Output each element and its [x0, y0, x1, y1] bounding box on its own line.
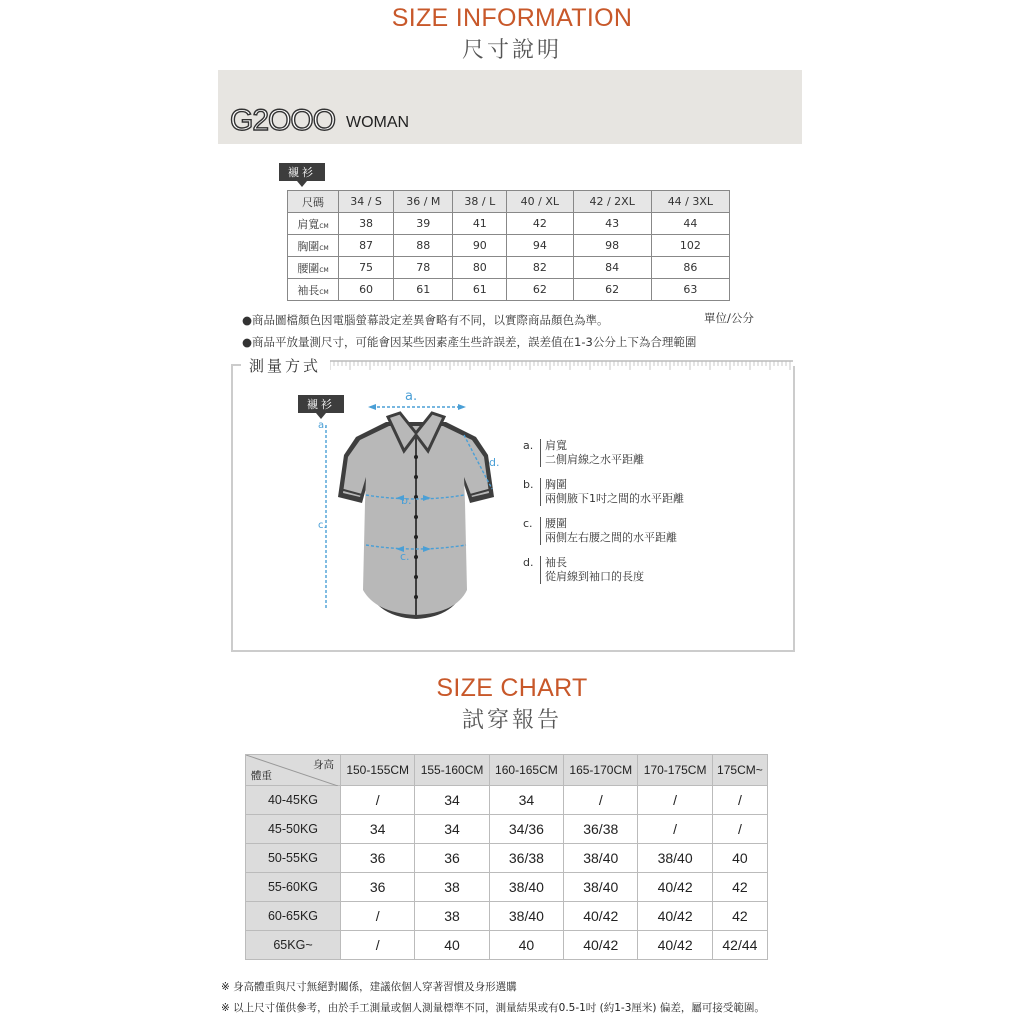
table-row: [288, 279, 730, 301]
def-desc: 兩側腋下1吋之間的水平距離: [545, 492, 684, 505]
def-desc: 二側肩線之水平距離: [545, 453, 644, 466]
table-cell: 44: [651, 213, 729, 235]
table-cell: 42/44: [712, 931, 767, 960]
row-label: [288, 213, 339, 235]
header-cell: 38 / L: [453, 191, 507, 213]
height-header: 150-155CM: [341, 755, 415, 786]
table-row: [246, 844, 768, 873]
def-name: 胸圍: [545, 478, 567, 491]
def-d: [523, 556, 644, 584]
unit-note: 單位/公分: [704, 311, 754, 325]
table-row: [246, 786, 768, 815]
size-info-header: [0, 4, 1024, 64]
label-a: a.: [405, 389, 418, 404]
table-cell: /: [564, 786, 638, 815]
def-name: 袖長: [545, 556, 567, 569]
note-color: ●商品圖檔顏色因電腦螢幕設定差異會略有不同，以實際商品顏色為準。: [242, 313, 609, 327]
header-cell: 40 / XL: [507, 191, 573, 213]
header-cell: 44 / 3XL: [651, 191, 729, 213]
table-row: [288, 213, 730, 235]
size-chart-header: [0, 674, 1024, 734]
table-cell: 62: [573, 279, 651, 301]
table-cell: 94: [507, 235, 573, 257]
table-cell: 40/42: [638, 873, 712, 902]
table-row: [246, 902, 768, 931]
table-cell: 38: [415, 873, 489, 902]
table-cell: 102: [651, 235, 729, 257]
table-cell: /: [341, 786, 415, 815]
measure-box-top-left: [231, 364, 241, 366]
def-desc: 兩側左右腰之間的水平距離: [545, 531, 677, 544]
weight-cell: 60-65KG: [246, 902, 341, 931]
table-cell: 40/42: [638, 931, 712, 960]
table-cell: /: [638, 786, 712, 815]
table-cell: 34: [415, 815, 489, 844]
table-cell: 36: [341, 844, 415, 873]
table-cell: 36: [415, 844, 489, 873]
table-cell: /: [712, 815, 767, 844]
table-cell: 38/40: [564, 844, 638, 873]
def-key: c.: [523, 517, 533, 530]
table-cell: 40: [415, 931, 489, 960]
row-label: [288, 279, 339, 301]
label-c: c.: [400, 550, 410, 563]
corner-height: 身高: [313, 759, 334, 771]
table-cell: 88: [394, 235, 453, 257]
def-text: [540, 556, 644, 584]
row-label: [288, 235, 339, 257]
height-header: 155-160CM: [415, 755, 489, 786]
table-cell: 42: [712, 873, 767, 902]
measure-title: 測量方式: [249, 357, 322, 375]
row-unit: CM: [319, 222, 329, 230]
brand-logo: G2OOO: [230, 104, 336, 137]
table-cell: 75: [339, 257, 394, 279]
row-label-text: 袖長: [297, 283, 320, 297]
table-row: [288, 257, 730, 279]
fit-chart: [245, 754, 768, 960]
table-cell: 98: [573, 235, 651, 257]
table-cell: 38/40: [489, 873, 563, 902]
corner-weight: 體重: [251, 770, 272, 782]
label-b: b.: [401, 494, 412, 507]
measure-tag-label: 襯衫: [298, 395, 344, 413]
table-cell: 34: [489, 786, 563, 815]
table-cell: 40/42: [564, 902, 638, 931]
table-cell: 40: [489, 931, 563, 960]
row-label-text: 胸圍: [297, 239, 320, 253]
table-row: [246, 873, 768, 902]
weight-cell: 65KG~: [246, 931, 341, 960]
table-cell: 61: [453, 279, 507, 301]
height-header: 160-165CM: [489, 755, 563, 786]
table-cell: 60: [339, 279, 394, 301]
table-cell: 34: [341, 815, 415, 844]
row-unit: CM: [319, 244, 329, 252]
table-cell: 38: [415, 902, 489, 931]
page-subtitle: 尺寸說明: [461, 38, 562, 63]
table-cell: 34: [415, 786, 489, 815]
table-cell: /: [341, 931, 415, 960]
corner-cell: [246, 755, 341, 786]
page-title: SIZE INFORMATION: [391, 4, 633, 32]
size-table-tag: [279, 163, 325, 187]
def-desc: 從肩線到袖口的長度: [545, 570, 644, 583]
table-cell: 40: [712, 844, 767, 873]
table-cell: 42: [712, 902, 767, 931]
def-name: 肩寬: [545, 439, 567, 452]
tag-label: 襯衫: [279, 163, 325, 181]
table-cell: 34/36: [489, 815, 563, 844]
table-row: [288, 235, 730, 257]
shirt-illustration: [316, 385, 516, 630]
def-c: [523, 517, 677, 545]
label-c-side: c.: [318, 520, 327, 531]
table-cell: /: [712, 786, 767, 815]
note-measure: ●商品平放量測尺寸，可能會因某些因素產生些許誤差，誤差值在1-3公分上下為合理範圍: [242, 335, 697, 349]
table-cell: 39: [394, 213, 453, 235]
table-cell: 80: [453, 257, 507, 279]
brand-banner: [218, 70, 802, 144]
fit-chart-header: [246, 755, 768, 786]
header-cell: 34 / S: [339, 191, 394, 213]
def-key: d.: [523, 556, 534, 569]
table-cell: 38/40: [638, 844, 712, 873]
table-cell: 61: [394, 279, 453, 301]
table-cell: 40/42: [638, 902, 712, 931]
table-cell: 63: [651, 279, 729, 301]
size-table-header: [288, 191, 730, 213]
def-a: [523, 439, 644, 467]
header-cell: 42 / 2XL: [573, 191, 651, 213]
def-name: 腰圍: [545, 517, 567, 530]
chart-title: SIZE CHART: [436, 674, 588, 702]
table-cell: 42: [507, 213, 573, 235]
height-header: 170-175CM: [638, 755, 712, 786]
table-cell: 38/40: [489, 902, 563, 931]
header-cell: 36 / M: [394, 191, 453, 213]
table-cell: 36/38: [564, 815, 638, 844]
height-header: 165-170CM: [564, 755, 638, 786]
header-cell: 尺碼: [288, 191, 339, 213]
def-text: [540, 517, 677, 545]
weight-cell: 40-45KG: [246, 786, 341, 815]
table-cell: 82: [507, 257, 573, 279]
row-unit: CM: [319, 266, 329, 274]
table-cell: /: [341, 902, 415, 931]
def-b: [523, 478, 684, 506]
table-row: [246, 815, 768, 844]
row-label: [288, 257, 339, 279]
weight-cell: 55-60KG: [246, 873, 341, 902]
label-a-side: a.: [318, 420, 328, 431]
table-cell: 78: [394, 257, 453, 279]
footer-note-2: ※ 以上尺寸僅供參考，由於手工測量或個人測量標準不同，測量結果或有0.5-1吋 (約1-3厘米) 偏差，屬可接受範圍。: [221, 1002, 765, 1014]
table-cell: 38/40: [564, 873, 638, 902]
table-cell: 43: [573, 213, 651, 235]
table-cell: 36: [341, 873, 415, 902]
label-d: d.: [489, 456, 500, 469]
def-key: a.: [523, 439, 534, 452]
table-cell: /: [638, 815, 712, 844]
ruler-decoration: [330, 360, 793, 372]
def-key: b.: [523, 478, 534, 491]
size-table: [287, 190, 730, 301]
table-cell: 38: [339, 213, 394, 235]
row-unit: CM: [319, 288, 329, 296]
chart-subtitle: 試穿報告: [461, 708, 562, 733]
def-text: [540, 439, 644, 467]
table-cell: 62: [507, 279, 573, 301]
brand-sub: WOMAN: [346, 114, 410, 131]
table-row: [246, 931, 768, 960]
weight-cell: 45-50KG: [246, 815, 341, 844]
table-cell: 84: [573, 257, 651, 279]
table-cell: 40/42: [564, 931, 638, 960]
footer-note-1: ※ 身高體重與尺寸無絕對關係，建議依個人穿著習慣及身形選購: [221, 981, 517, 993]
def-text: [540, 478, 684, 506]
height-header: 175CM~: [712, 755, 767, 786]
row-label-text: 腰圍: [297, 261, 320, 275]
table-cell: 41: [453, 213, 507, 235]
row-label-text: 肩寬: [297, 217, 320, 231]
table-cell: 90: [453, 235, 507, 257]
weight-cell: 50-55KG: [246, 844, 341, 873]
table-cell: 87: [339, 235, 394, 257]
table-cell: 86: [651, 257, 729, 279]
tag-arrow: [297, 181, 307, 187]
table-cell: 36/38: [489, 844, 563, 873]
